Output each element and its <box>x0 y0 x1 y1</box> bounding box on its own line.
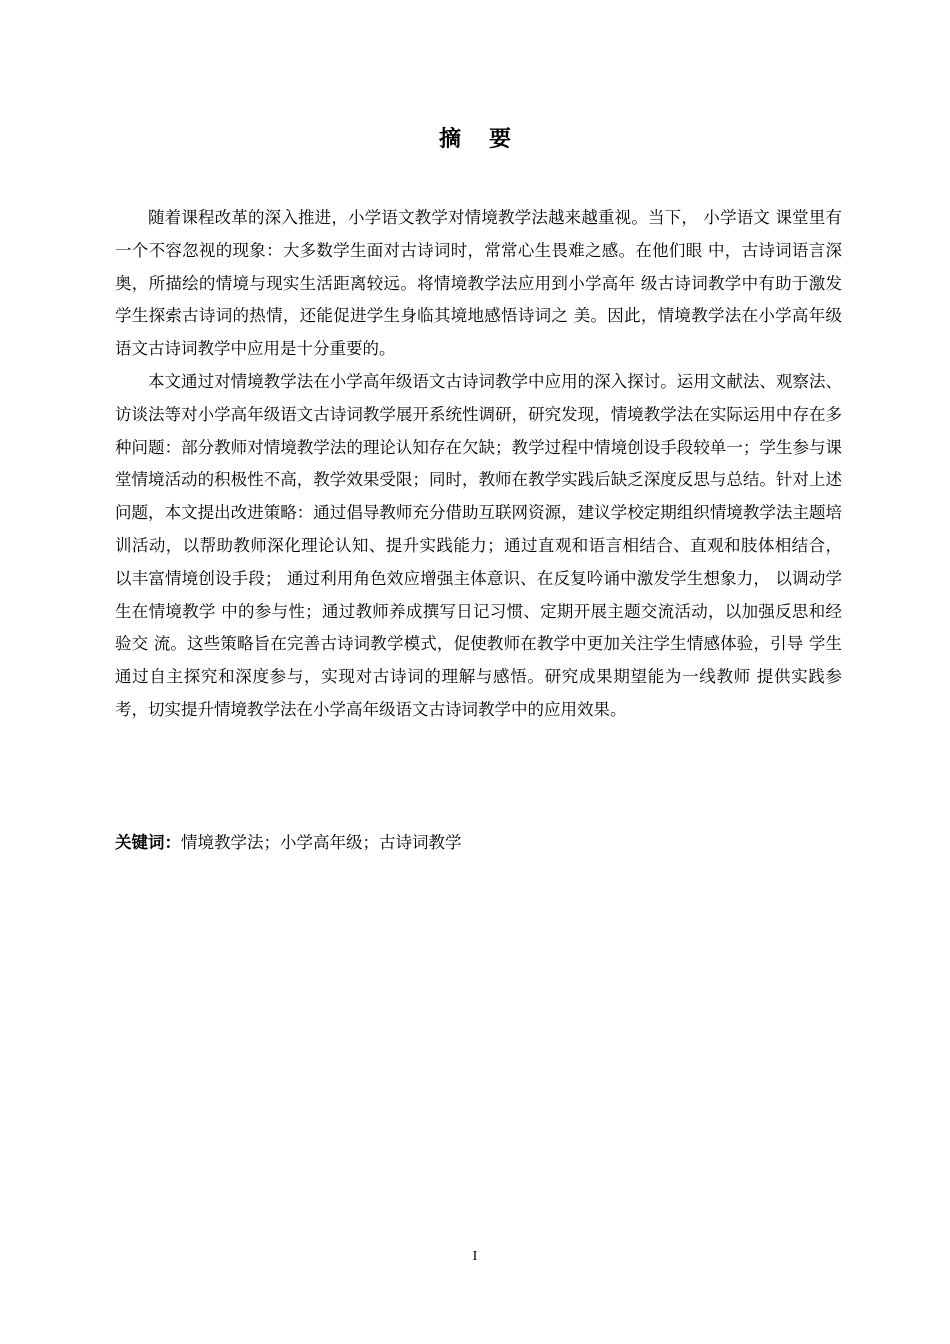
keywords-label: 关键词： <box>115 833 181 852</box>
page-number: I <box>472 1249 478 1264</box>
abstract-body <box>115 202 842 727</box>
keywords-line <box>115 828 842 858</box>
abstract-title-char-1: 摘 <box>438 127 461 152</box>
abstract-title-char-2: 要 <box>489 127 512 152</box>
abstract-paragraph-2: 本文通过对情境教学法在小学高年级语文古诗词教学中应用的深入探讨。运用文献法、观察法、访谈法等对小学高年级语文古诗词教学展开系统性调研，研究发现，情境教学法在实际运用中存在多种问题：部分教师对情境教学法的理论认知存在欠缺；教学过程中情境创设手段较单一；学生参与课堂情境活动的积极性不高，教学效果受限；同时，教师在教学实践后缺乏深度反思与总结。针对上述问题，本文提出改进策略：通过倡导教师充分借助互联网资源，建议学校定期组织情境教学法主题培训活动，以帮助教师深化理论认知、提升实践能力；通过直观和语言相结合、直观和肢体相结合， 以丰富情境创设手段； 通过利用角色效应增强主体意识、在反复吟诵中激发学生想象力， 以调动学生在情境教学 中的参与性；通过教师养成撰写日记习惯、定期开展主题交流活动，以加强反思和经验交 流。这些策略旨在完善古诗词教学模式，促使教师在教学中更加关注学生情感体验，引导 学生通过自主探究和深度参与，实现对古诗词的理解与感悟。研究成果期望能为一线教师 提供实践参考，切实提升情境教学法在小学高年级语文古诗词教学中的应用效果。 <box>115 371 842 719</box>
abstract-title <box>0 122 950 153</box>
keywords-value: 情境教学法；小学高年级；古诗词教学 <box>181 833 462 852</box>
abstract-paragraph-1: 随着课程改革的深入推进，小学语文教学对情境教学法越来越重视。当下， 小学语文 课堂里有一个不容忽视的现象：大多数学生面对古诗词时，常常心生畏难之感。在他们眼 中，古诗词语言深奥，所描绘的情境与现实生活距离较远。将情境教学法应用到小学高年 级古诗词教学中有助于激发学生探索古诗词的热情，还能促进学生身临其境地感悟诗词之 美。因此，情境教学法在小学高年级语文古诗词教学中应用是十分重要的。 <box>115 208 842 359</box>
